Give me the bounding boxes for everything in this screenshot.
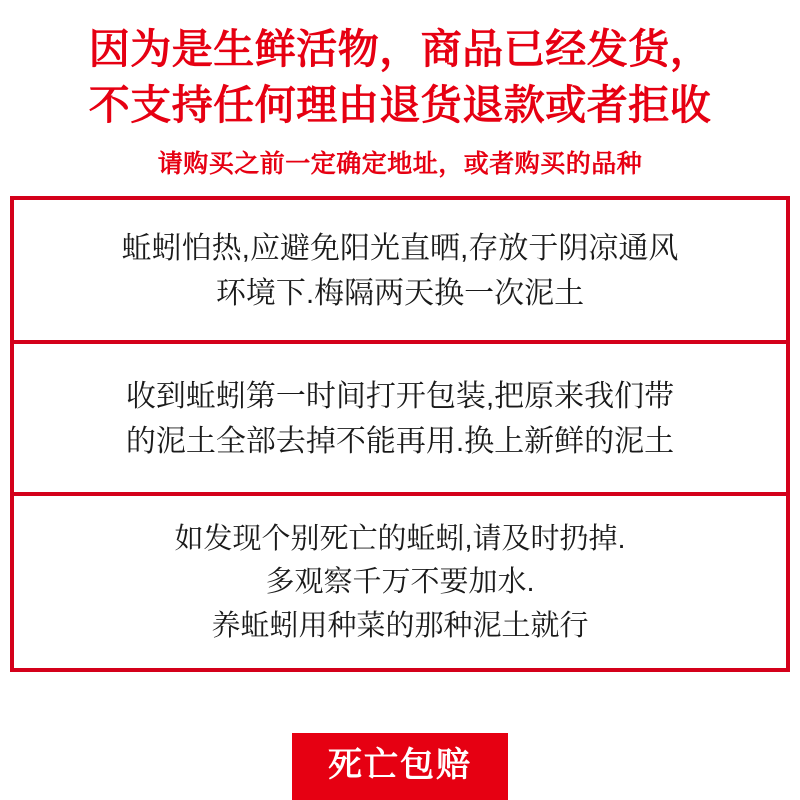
guarantee-banner: 死亡包赔: [292, 733, 508, 800]
subheadline: 请购买之前一定确定地址，或者购买的品种: [157, 149, 643, 178]
note-care-line-2: 多观察千万不要加水.: [265, 566, 535, 598]
note-care: [14, 496, 786, 669]
note-unpacking-line-1: 收到蚯蚓第一时间打开包装,把原来我们带: [125, 379, 675, 413]
headline-line-1: 因为是生鲜活物，商品已经发货，: [88, 26, 712, 72]
footer: [0, 714, 800, 800]
note-care-line-3: 养蚯蚓用种菜的那种泥土就行: [211, 609, 589, 642]
headline: [0, 0, 800, 134]
note-unpacking-line-2: 的泥土全部去掉不能再用.换上新鲜的泥土: [125, 424, 675, 458]
headline-line-2: 不支持任何理由退货退款或者拒收: [88, 81, 712, 128]
notes-box: [10, 196, 790, 673]
note-care-line-1: 如发现个别死亡的蚯蚓,请及时扔掉.: [174, 522, 626, 555]
note-storage-line-2: 环境下.梅隔两天换一次泥土: [215, 276, 585, 310]
note-unpacking: [14, 344, 786, 496]
note-storage-line-1: 蚯蚓怕热,应避免阳光直晒,存放于阴凉通风: [121, 231, 679, 265]
note-storage: [14, 200, 786, 344]
